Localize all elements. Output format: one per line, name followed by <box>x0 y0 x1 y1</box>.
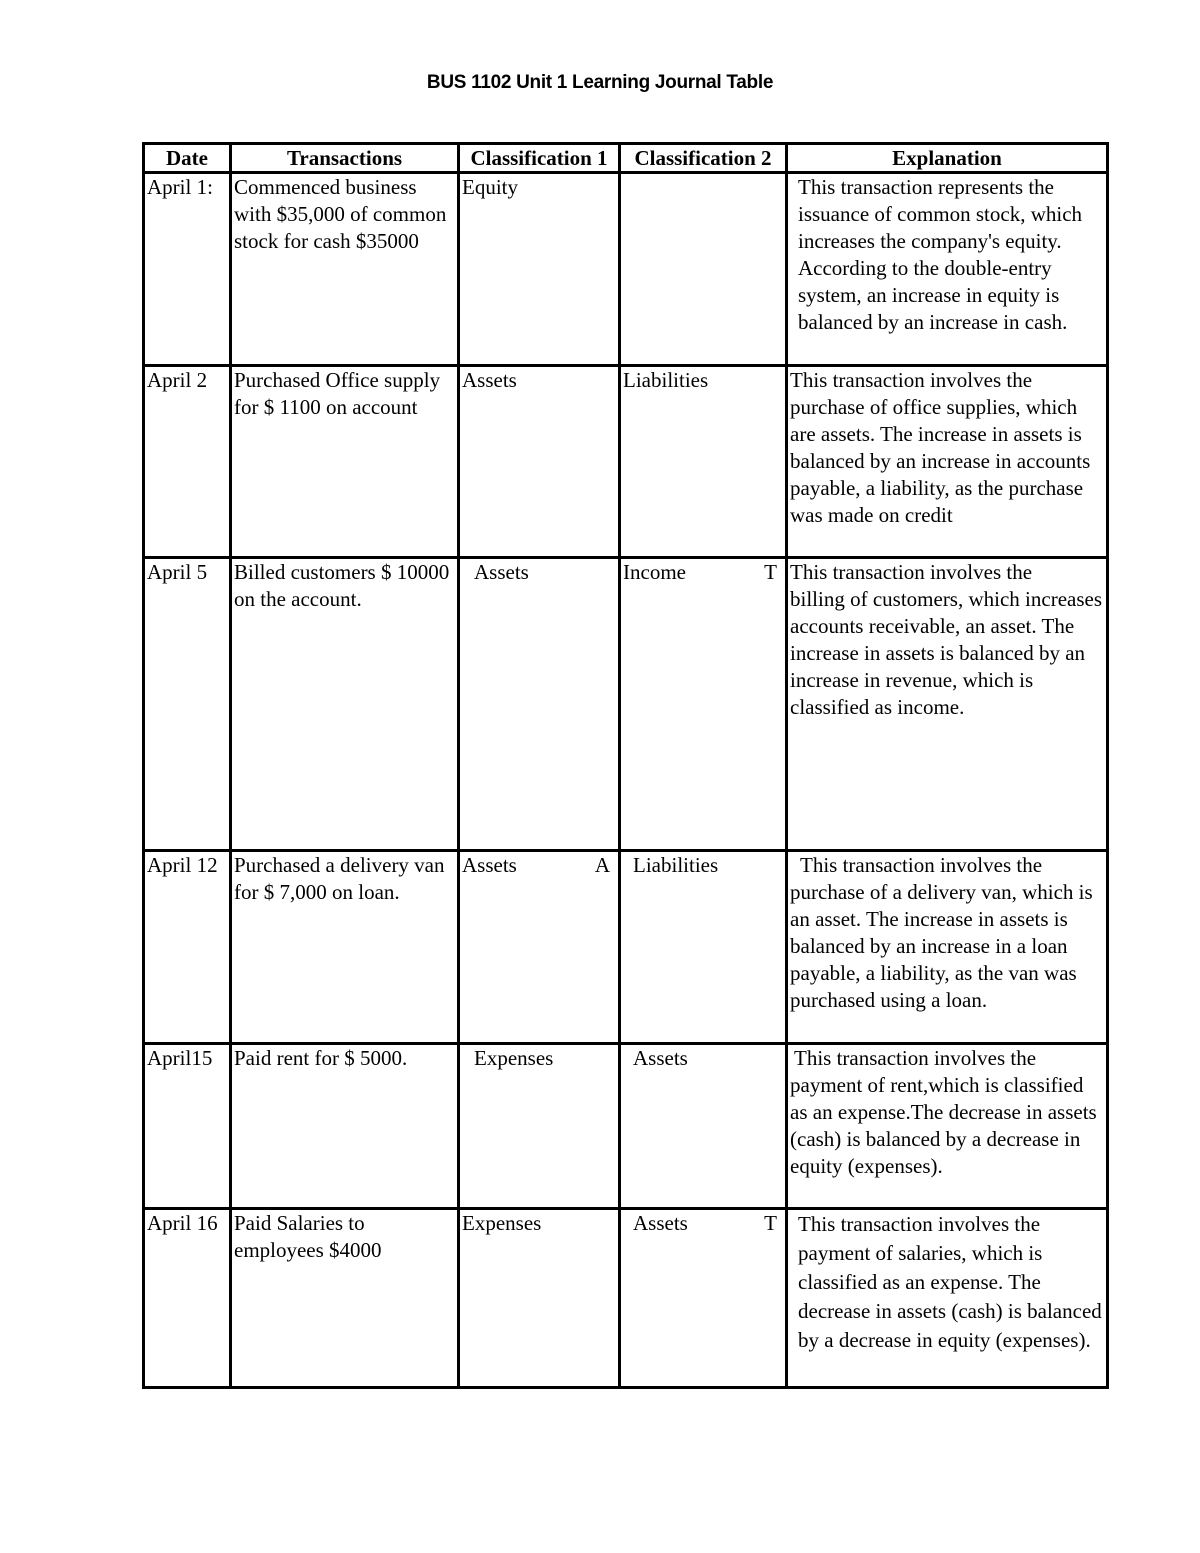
transaction-cell: Purchased Office supply for $ 1100 on account <box>231 366 459 558</box>
header-transactions: Transactions <box>231 144 459 173</box>
table-row <box>144 366 1108 558</box>
date-cell: April 16 <box>144 1209 231 1388</box>
date-cell: April 1: <box>144 173 231 366</box>
classification-2-cell <box>620 1044 787 1209</box>
explanation-cell <box>787 558 1108 851</box>
explanation-first-line: This transaction involves the <box>790 560 1033 584</box>
classification-1-cell <box>459 558 620 851</box>
table-row <box>144 558 1108 851</box>
classification-1-cell <box>459 1209 620 1388</box>
classification-1-value: Assets <box>474 560 529 584</box>
explanation-first-line: This transaction involves the <box>794 1046 1037 1070</box>
learning-journal-table <box>142 142 1109 1389</box>
explanation-first-line: This transaction involves the <box>790 368 1033 392</box>
transaction-cell: Billed customers $ 10000 on the account. <box>231 558 459 851</box>
transaction-cell: Commenced business with $35,000 of common stock for cash $35000 <box>231 173 459 366</box>
explanation-rest: payment of rent,which is classified as an expense.The decrease in assets (cash) is balanced by a decrease in equity (expenses). <box>790 1073 1097 1178</box>
explanation-rest: billing of customers, which increases accounts receivable, an asset. The increase in assets is balanced by an increase in revenue, which is classified as income. <box>790 587 1103 719</box>
classification-2-mark: T <box>764 1211 777 1235</box>
transaction-cell: Paid Salaries to employees $4000 <box>231 1209 459 1388</box>
explanation-rest: issuance of common stock, which increases the company's equity. According to the double-entry system, an increase in equity is balanced by an increase in cash. <box>798 202 1083 334</box>
classification-1-value: Assets <box>462 853 517 877</box>
header-explanation: Explanation <box>787 144 1108 173</box>
classification-1-value: Expenses <box>462 1211 542 1235</box>
classification-1-cell <box>459 173 620 366</box>
table-row <box>144 1044 1108 1209</box>
header-classification-2: Classification 2 <box>620 144 787 173</box>
classification-2-value: Liabilities <box>633 853 719 877</box>
explanation-rest: purchase of office supplies, which are assets. The increase in assets is balanced by an increase in accounts payable, a liability, as the purchase was made on credit <box>790 395 1091 527</box>
classification-1-value: Assets <box>462 368 517 392</box>
date-cell: April 12 <box>144 851 231 1044</box>
classification-2-mark: T <box>764 560 777 584</box>
classification-2-cell <box>620 851 787 1044</box>
transaction-cell: Paid rent for $ 5000. <box>231 1044 459 1209</box>
header-date: Date <box>144 144 231 173</box>
explanation-cell <box>787 1209 1108 1388</box>
table-header-row <box>144 144 1108 173</box>
classification-2-value: Assets <box>633 1211 688 1235</box>
classification-1-cell <box>459 366 620 558</box>
classification-2-value: Liabilities <box>623 368 709 392</box>
classification-1-mark: A <box>594 853 610 877</box>
table-row <box>144 851 1108 1044</box>
document-title: BUS 1102 Unit 1 Learning Journal Table <box>426 72 774 93</box>
table-row <box>144 1209 1108 1388</box>
explanation-first-line: This transaction involves the <box>800 853 1043 877</box>
classification-2-value: Assets <box>633 1046 688 1070</box>
classification-2-cell <box>620 558 787 851</box>
classification-2-value: Income <box>623 560 686 584</box>
date-cell: April 5 <box>144 558 231 851</box>
explanation-cell <box>787 173 1108 366</box>
explanation-first-line: This transaction involves the <box>798 1212 1041 1236</box>
classification-1-cell <box>459 851 620 1044</box>
date-cell: April 2 <box>144 366 231 558</box>
classification-1-cell <box>459 1044 620 1209</box>
explanation-first-line: This transaction represents the <box>798 175 1054 199</box>
classification-2-cell <box>620 366 787 558</box>
explanation-cell <box>787 366 1108 558</box>
classification-1-value: Expenses <box>474 1046 554 1070</box>
classification-2-cell <box>620 173 787 366</box>
explanation-rest: purchase of a delivery van, which is an asset. The increase in assets is balanced by an increase in a loan payable, a liability, as the van was purchased using a loan. <box>790 880 1093 1012</box>
header-classification-1: Classification 1 <box>459 144 620 173</box>
date-cell: April15 <box>144 1044 231 1209</box>
explanation-rest: payment of salaries, which is classified as an expense. The decrease in assets (cash) is balanced by a decrease in equity (expenses). <box>798 1241 1102 1352</box>
classification-1-value: Equity <box>462 175 518 199</box>
table-row <box>144 173 1108 366</box>
classification-2-cell <box>620 1209 787 1388</box>
explanation-cell <box>787 1044 1108 1209</box>
transaction-cell: Purchased a delivery van for $ 7,000 on loan. <box>231 851 459 1044</box>
explanation-cell <box>787 851 1108 1044</box>
